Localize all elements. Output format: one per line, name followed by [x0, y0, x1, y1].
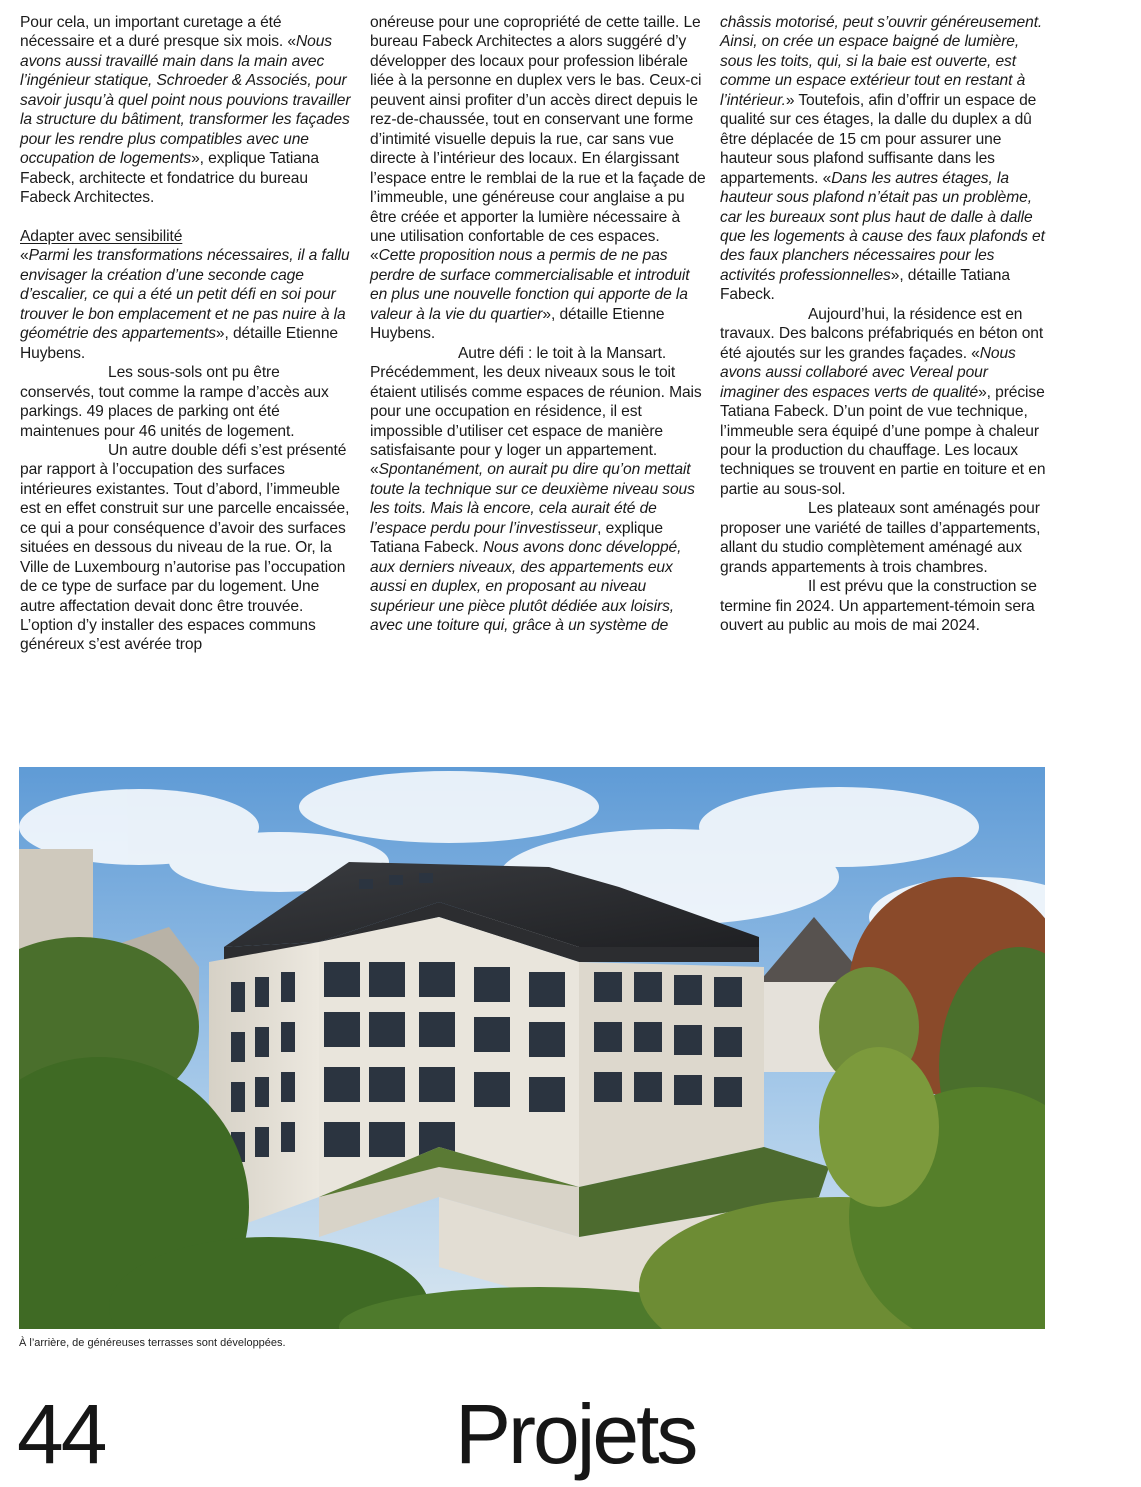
page-number: 44	[17, 1387, 105, 1481]
section-heading: Adapter avec sensibilité	[20, 227, 183, 245]
paragraph: châssis motorisé, peut s’ouvrir généreusement. Ainsi, on crée un espace baigné de lumière, sous les toits, qui, si la baie est ouverte, est comme un espace extérieur tout en restant à l’intérieur.» Toutefois, afin d’offrir un espace de qualité sur ces étages, la dalle du duplex a dû être déplacée de 15 cm pour assurer une hauteur sous plafond suffisante dans les appartements. «Dans les autres étages, la hauteur sous plafond n’était pas un problème, car les bureaux sont plus haut de dalle à dalle que les logements à cause des faux plafonds et des faux planchers nécessaires pour les activités professionnelles», détaille Tatiana Fabeck.	[720, 14, 1045, 304]
section-title: Projets	[455, 1387, 696, 1481]
paragraph: Un autre double défi s’est présenté par rapport à l’occupation des surfaces intérieures existantes. Tout d’abord, l’immeuble est en effet construit sur une parcelle encaissée, ce qui a pour conséquence d’avoir des surfaces situées en dessous du niveau de la rue. Or, la Ville de Luxembourg n’autorise pas l’occupation de ce type de surface par du logement. Une autre affectation devait donc être trouvée. L’option d’y installer des espaces communs généreux s’est avérée trop	[20, 441, 350, 654]
building-rendering-image	[19, 767, 1045, 1329]
paragraph: Les plateaux sont aménagés pour proposer une variété de tailles d’appartements, allant du studio complètement aménagé aux grands appartements à trois chambres.	[720, 500, 1041, 576]
text-column-3	[720, 13, 1050, 636]
text-column-1	[20, 13, 356, 655]
paragraph: Il est prévu que la construction se termine fin 2024. Un appartement-témoin sera ouvert au public au mois de mai 2024.	[720, 578, 1037, 635]
paragraph: «Parmi les transformations nécessaires, il a fallu envisager la création d’une seconde cage d’escalier, ce qui a été un petit défi en soi pour trouver le bon emplacement et ne pas nuire à la géométrie des appartements», détaille Etienne Huybens.	[20, 247, 350, 362]
paragraph: onéreuse pour une copropriété de cette taille. Le bureau Fabeck Architectes a alors suggéré d’y développer des locaux pour profession libérale liée à la personne en duplex vers le bas. Ceux-ci peuvent ainsi profiter d’un accès direct depuis le rez-de-chaussée, tout en conservant une forme d’intimité visuelle depuis la rue, car sans vue directe à l’intérieur des locaux. En élargissant l’espace entre le remblai de la rue et la façade de l’immeuble, une généreuse cour anglaise a pu être créée et apporter la lumière nécessaire à une utilisation confortable de ces espaces. «Cette proposition nous a permis de ne pas perdre de surface commercialisable et introduit en plus une nouvelle fonction qui apporte de la valeur à la vie du quartier», détaille Etienne Huybens.	[370, 14, 706, 343]
paragraph: Aujourd’hui, la résidence est en travaux. Des balcons préfabriqués en béton ont été ajoutés sur les grandes façades. «Nous avons aussi collaboré avec Vereal pour imaginer des espaces verts de qualité», précise Tatiana Fabeck. D’un point de vue technique, l’immeuble sera équipé d’une pompe à chaleur pour la production du chauffage. Les locaux techniques se trouvent en partie en toiture et en partie au sous-sol.	[720, 305, 1046, 498]
text-column-2	[370, 13, 706, 636]
paragraph: Les sous-sols ont pu être conservés, tout comme la rampe d’accès aux parkings. 49 places de parking ont été maintenues pour 46 unités de logement.	[20, 364, 329, 440]
image-caption: À l’arrière, de généreuses terrasses sont développées.	[19, 1337, 286, 1349]
paragraph: Autre défi : le toit à la Mansart. Précédemment, les deux niveaux sous le toit étaient utilisés comme espaces de réunion. Mais pour une occupation en résidence, il est impossible d’utiliser cet espace de manière satisfaisante pour y loger un appartement. «Spontanément, on aurait pu dire qu’on mettait toute la technique sur ce deuxième niveau sous les toits. Mais là encore, cela aurait été de l’espace perdu pour l’investisseur, explique Tatiana Fabeck. Nous avons donc développé, aux derniers niveaux, des appartements eux aussi en duplex, en proposant au niveau supérieur une pièce plutôt dédiée aux loisirs, avec une toiture qui, grâce à un système de	[370, 344, 702, 635]
paragraph: Pour cela, un important curetage a été nécessaire et a duré presque six mois. «Nous avons aussi travaillé main dans la main avec l’ingénieur statique, Schroeder & Associés, pour savoir jusqu’à quel point nous pouvions travailler la structure du bâtiment, transformer les façades pour les rendre plus compatibles avec une occupation de logements», explique Tatiana Fabeck, architecte et fondatrice du bureau Fabeck Architectes.	[20, 14, 351, 207]
